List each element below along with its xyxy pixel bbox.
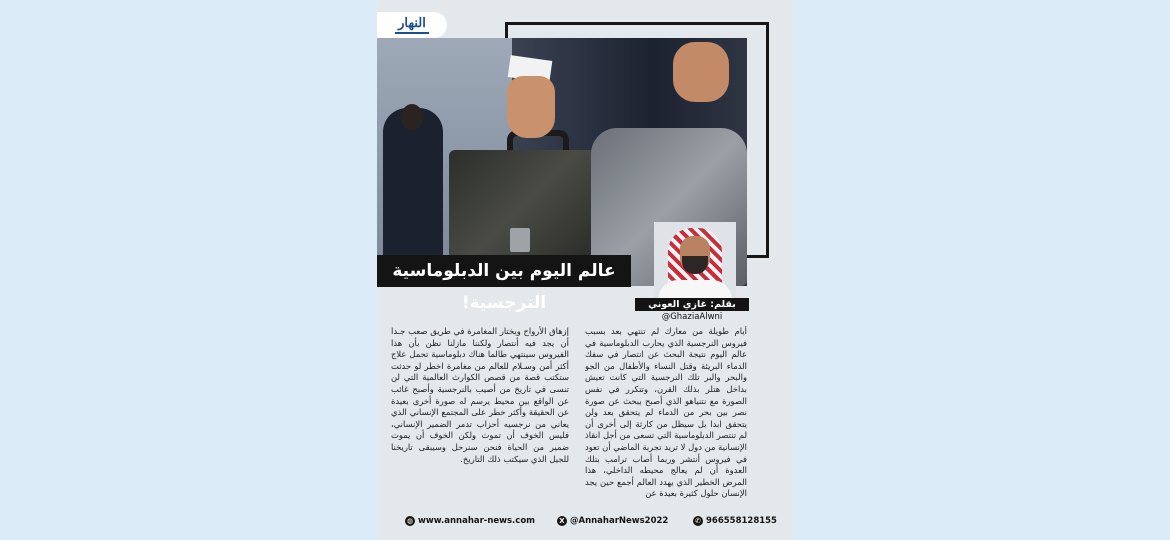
brand-logo[interactable] [377,12,447,38]
author-twitter-handle[interactable]: @GhaziaAlwni [661,312,723,322]
article-column-right: أيام طويلة من معارك لم تنتهي بعد بسبب فيروس النرجسية الذي يحارب الدبلوماسية في عالم اليوم نتيجة البحث عن انتصار في سفك الدماء البريئة وقتل النساء والأطفال من الجو والبحر والبر تلك النرجسية التي كانت تعيش بداخل هتلر بذلك القرن، وتتكرر في نفس الصورة مع نتنياهو الذي أصبح يبحث عن صورة نصر بين بحر من الدماء لم يتحقق بعد ولن يتحقق ابدا بل سيظل من كارثة إلى أخرى أن لم تنتصر الدبلوماسية التي تسعى من أجل انقاذ الإنسانية من دول لا تريد تجربة الماضي أن تعود في فيروس أنتشر وربما أصاب ترامب بتلك العدوة أن لم يعالج محيطه الداخلي، هذا المرض الخطير الذي يهدد العالم أجمع حين يجد الإنسان حلول كثيرة بعيدة عن [585,326,747,499]
page-footer [377,512,794,534]
photo-briefcase-lock [510,228,530,252]
photo-hand [507,76,555,138]
photo-background-head [401,104,423,130]
footer-whatsapp-text: 966558128155 [706,516,777,526]
newspaper-page [377,0,794,540]
logo-text: النهار [398,15,426,31]
whatsapp-icon: ✆ [693,516,703,526]
author-portrait [654,222,736,298]
author-byline: بقلم: غازي العوني [635,298,749,311]
footer-x-text: @AnnaharNews2022 [570,516,669,526]
globe-icon: ◍ [406,517,414,525]
footer-website[interactable] [405,516,535,526]
logo-underline [395,32,429,34]
footer-x-account[interactable] [557,516,668,526]
photo-second-hand [673,42,729,102]
article-title: عالم اليوم بين الدبلوماسية النرجسية! [377,255,631,287]
footer-website-text: www.annahar-news.com [418,516,536,526]
footer-whatsapp[interactable] [693,516,777,526]
article-column-left: إزهاق الأرواح ويختار المغامرة في طريق صعب جـدا أن يجد فيه أنتصار ولكننا مازلنا نظن بأن هذا الفيروس سينتهي طالما هناك دبلوماسية تحمل علاج أكثر أمن وسـلام للعالم من مغامرة اخطر لو حدثت ستكتب قصة من قصص الكوارث العالمية التي لن تنسى في تاريخ من أصيب بالنرجسية وأصبح غائب عن الواقع بين محيط يرسم له صورة أخرى بعيدة عن الحقيقة وأكثر خطر على المجتمع الإنساني الذي يعاني من نرجسيه أحزاب تدمر الضمير الإنساني، فليس الخوف أن تموت ولكن الخوف أن يموت ضمير من الحياة فنحن سنرحل وسيبقى تاريخنا للجيل الذي سيكتب ذلك التاريخ. [391,326,569,464]
portrait-thobe [658,280,732,298]
x-logo-icon: X [557,516,567,526]
